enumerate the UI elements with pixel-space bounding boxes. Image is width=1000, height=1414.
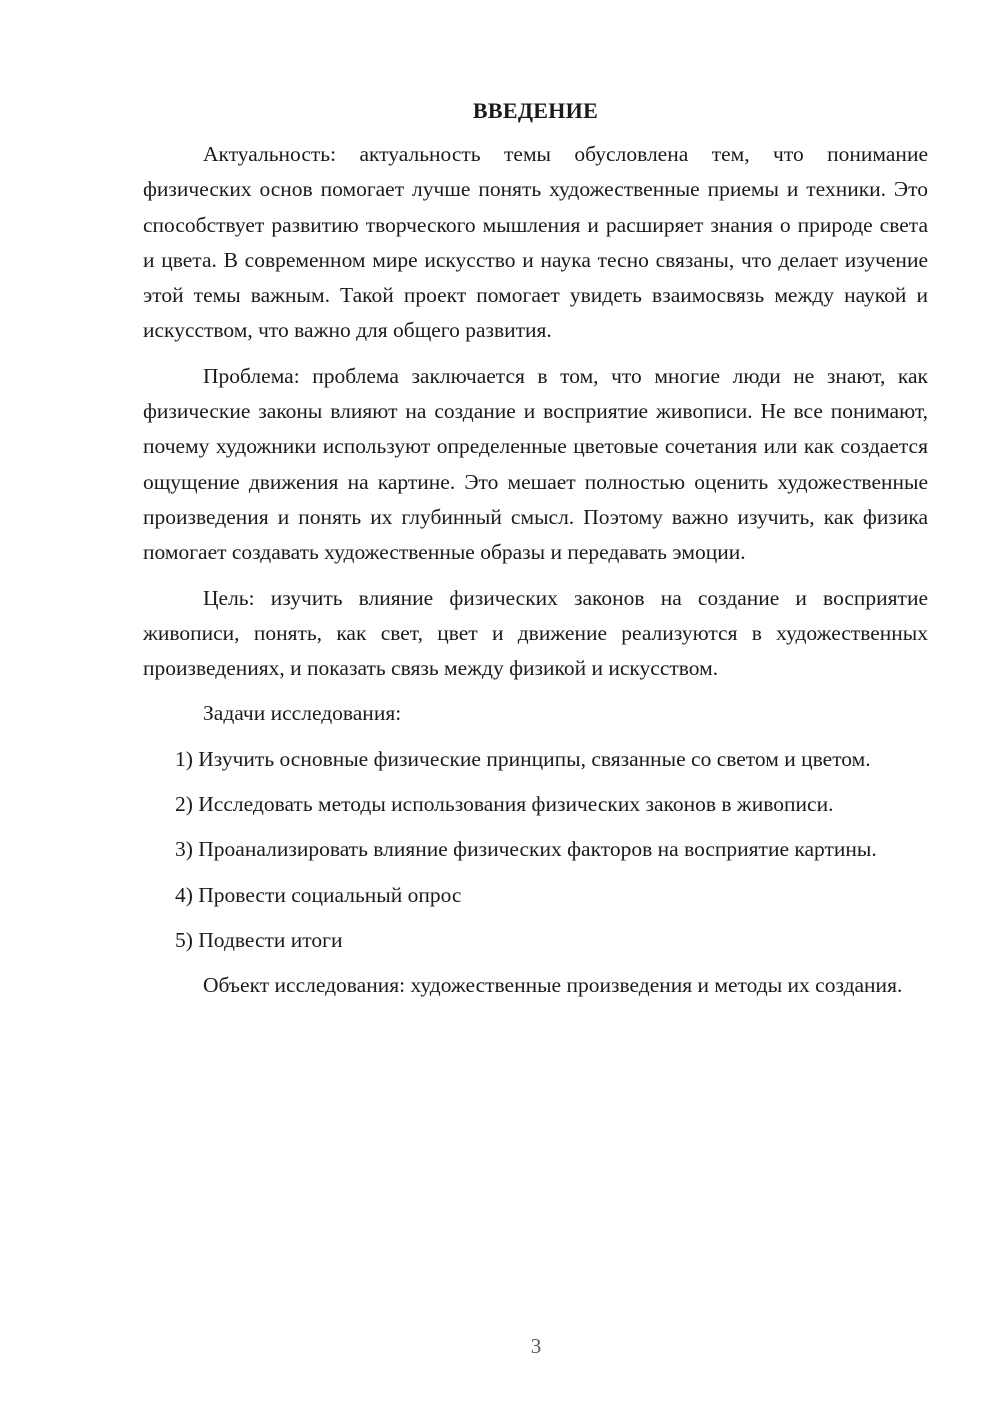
object-paragraph: Объект исследования: художественные произведения и методы их создания. — [203, 973, 903, 998]
task-item: 4) Провести социальный опрос — [175, 882, 462, 907]
problem-paragraph: Проблема: проблема заключается в том, что многие люди не знают, как физические законы влияют на создание и восприятие живописи. Не все понимают, почему художники используют определенные цветовые сочетания или как создается ощущение движения на картине. Это мешает полностью оценить художественные произведения и понять их глубинный смысл. Поэтому важно изучить, как физика помогает создавать художественные образы и передавать эмоции. — [143, 363, 928, 565]
page-number: 3 — [530, 1334, 542, 1358]
tasks-heading: Задачи исследования: — [203, 701, 402, 726]
relevance-paragraph: Актуальность: актуальность темы обусловлена тем, что понимание физических основ помогает лучше понять художественные приемы и техники. Это способствует развитию творческого мышления и расширяет знания о природе света и цвета. В современном мире искусство и наука тесно связаны, что делает изучение этой темы важным. Такой проект помогает увидеть взаимосвязь между наукой и искусством, что важно для общего развития. — [143, 142, 928, 343]
task-item: 3) Проанализировать влияние физических факторов на восприятие картины. — [175, 837, 877, 862]
goal-paragraph: Цель: изучить влияние физических законов на создание и восприятие живописи, понять, как свет, цвет и движение реализуются в художественных произведениях, и показать связь между физикой и искусством. — [143, 585, 928, 681]
tasks-list — [143, 742, 928, 958]
page-title: ВВЕДЕНИЕ — [472, 98, 599, 123]
task-item: 5) Подвести итоги — [175, 927, 343, 952]
task-item: 2) Исследовать методы использования физических законов в живописи. — [175, 792, 834, 817]
document-page — [143, 96, 928, 1014]
task-item: 1) Изучить основные физические принципы, связанные со светом и цветом. — [175, 746, 871, 771]
